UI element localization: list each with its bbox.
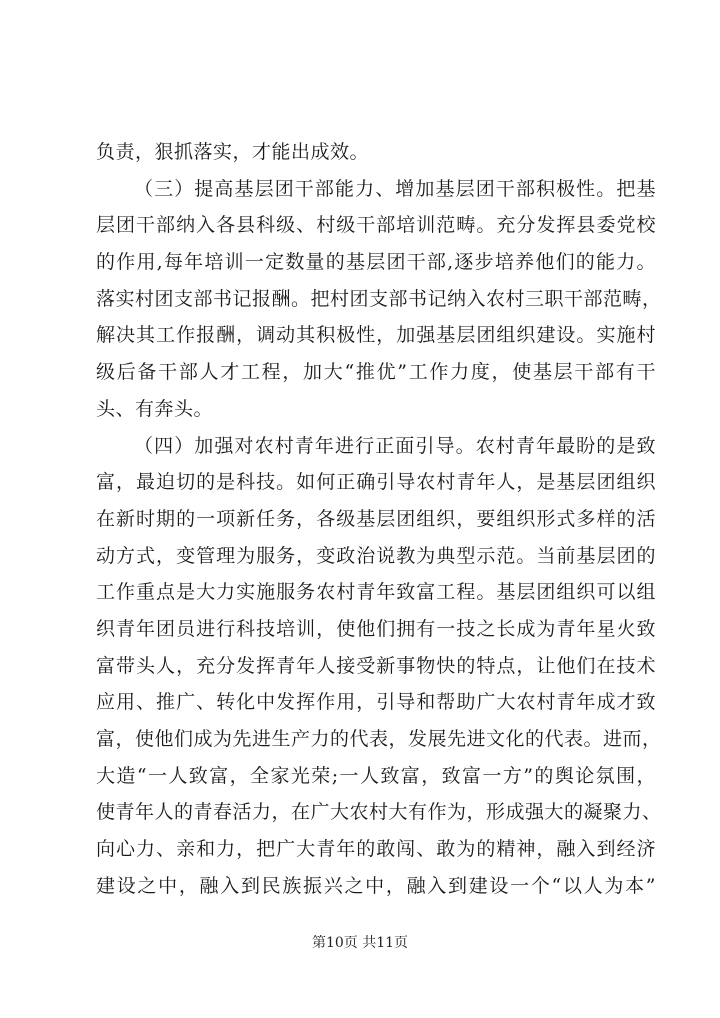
text-line: 动方式，变管理为服务，变政治说教为典型示范。当前基层团的 (96, 544, 656, 567)
text-line: 向心力、亲和力，把广大青年的敢闯、敢为的精神，融入到经济 (96, 838, 656, 861)
text-line: 负责，狠抓落实，才能出成效。 (96, 141, 370, 163)
text-line: 在新时期的一项新任务，各级基层团组织，要组织形式多样的活 (96, 507, 656, 530)
text-line: 织青年团员进行科技培训，使他们拥有一技之长成为青年星火致 (96, 617, 656, 640)
text-line: 应用、推广、转化中发挥作用，引导和帮助广大农村青年成才致 (96, 691, 656, 714)
body-text (96, 134, 662, 904)
text-line: 级后备干部人才工程，加大“推优”工作力度，使基层干部有干 (96, 361, 656, 384)
text-line: 使青年人的青春活力，在广大农村大有作为，形成强大的凝聚力、 (96, 801, 662, 824)
text-line: 头、有奔头。 (96, 397, 214, 420)
text-line: 富，使他们成为先进生产力的代表，发展先进文化的代表。进而， (96, 728, 662, 750)
page-number-label: 第10页 共11页 (311, 935, 409, 951)
text-line: 富带头人，充分发挥青年人接受新事物快的特点，让他们在技术 (96, 654, 656, 677)
text-line: 大造“一人致富，全家光荣;一人致富，致富一方”的舆论氛围， (96, 764, 656, 787)
text-line: 建设之中，融入到民族振兴之中，融入到建设一个“以人为本” (96, 874, 656, 897)
section-heading-line: （三）提高基层团干部能力、增加基层团干部积极性。把基 (134, 177, 656, 200)
page-footer (0, 934, 720, 952)
text-line: 层团干部纳入各县科级、村级干部培训范畴。充分发挥县委党校 (96, 214, 656, 237)
text-line: 工作重点是大力实施服务农村青年致富工程。基层团组织可以组 (96, 581, 656, 604)
text-line: 解决其工作报酬，调动其积极性，加强基层团组织建设。实施村 (96, 324, 656, 347)
text-line: 落实村团支部书记报酬。把村团支部书记纳入农村三职干部范畴， (96, 287, 662, 310)
section-heading-line: （四）加强对农村青年进行正面引导。农村青年最盼的是致 (134, 434, 656, 457)
text-line: 的作用,每年培训一定数量的基层团干部,逐步培养他们的能力。 (96, 251, 656, 274)
text-line: 富，最迫切的是科技。如何正确引导农村青年人，是基层团组织 (96, 471, 656, 494)
